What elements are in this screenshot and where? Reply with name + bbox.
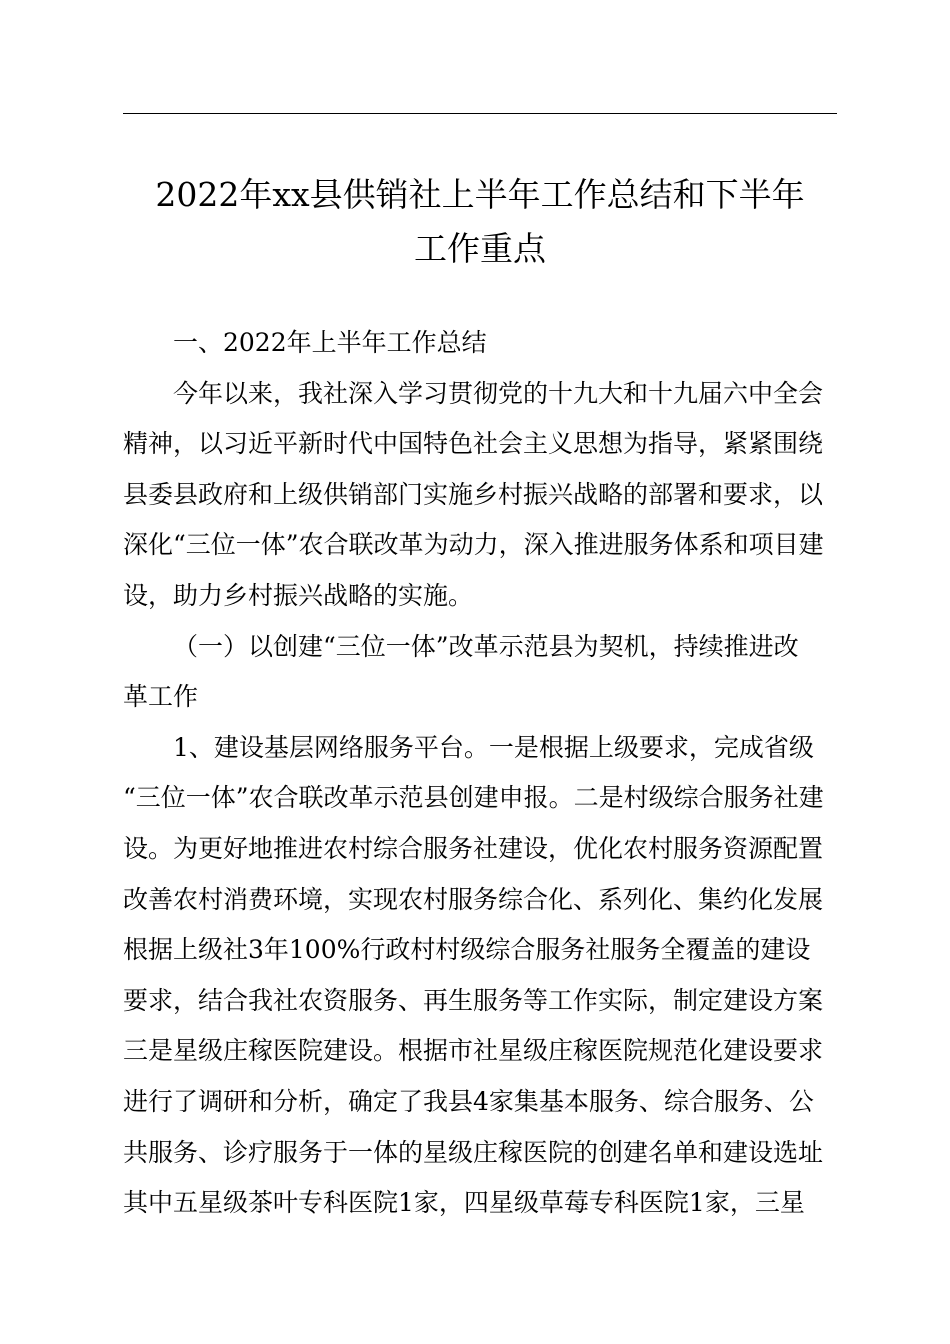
- paragraph-line: 今年以来，我社深入学习贯彻党的十九大和十九届六中全会: [173, 378, 824, 408]
- paragraph-line: 深化“三位一体”农合联改革为动力，深入推进服务体系和项目建: [123, 530, 824, 560]
- paragraph-line: 1、建设基层网络服务平台。一是根据上级要求，完成省级: [173, 732, 814, 762]
- subsection-heading: （一）以创建“三位一体”改革示范县为契机，持续推进改: [173, 631, 799, 661]
- paragraph-line: 共服务、诊疗服务于一体的星级庄稼医院的创建名单和建设选址: [123, 1137, 824, 1167]
- paragraph-line: 其中五星级茶叶专科医院1家，四星级草莓专科医院1家，三星: [123, 1188, 805, 1218]
- title-line-2: 工作重点: [414, 229, 546, 268]
- paragraph-line: 要求，结合我社农资服务、再生服务等工作实际，制定建设方案: [123, 985, 824, 1015]
- paragraph-line: 设，助力乡村振兴战略的实施。: [123, 580, 474, 610]
- paragraph-line: 改善农村消费环境，实现农村服务综合化、系列化、集约化发展: [123, 884, 824, 914]
- paragraph-line: 根据上级社3年100%行政村村级综合服务社服务全覆盖的建设: [123, 935, 811, 965]
- title-line-1: 2022年xx县供销社上半年工作总结和下半年: [155, 175, 805, 214]
- subsection-heading-cont: 革工作: [123, 682, 199, 712]
- header-rule: [123, 113, 837, 114]
- section-heading: 一、2022年上半年工作总结: [173, 328, 487, 357]
- paragraph-line: 进行了调研和分析，确定了我县4家集基本服务、综合服务、公: [123, 1086, 814, 1116]
- paragraph-line: 县委县政府和上级供销部门实施乡村振兴战略的部署和要求，以: [123, 479, 824, 509]
- document-body: [123, 318, 837, 1229]
- document-title: [100, 168, 860, 276]
- paragraph-line: 设。为更好地推进农村综合服务社建设，优化农村服务资源配置: [123, 833, 824, 863]
- paragraph-line: 三是星级庄稼医院建设。根据市社星级庄稼医院规范化建设要求: [123, 1036, 824, 1066]
- paragraph-line: “三位一体”农合联改革示范县创建申报。二是村级综合服务社建: [123, 783, 824, 813]
- paragraph-line: 精神，以习近平新时代中国特色社会主义思想为指导，紧紧围绕: [123, 429, 824, 459]
